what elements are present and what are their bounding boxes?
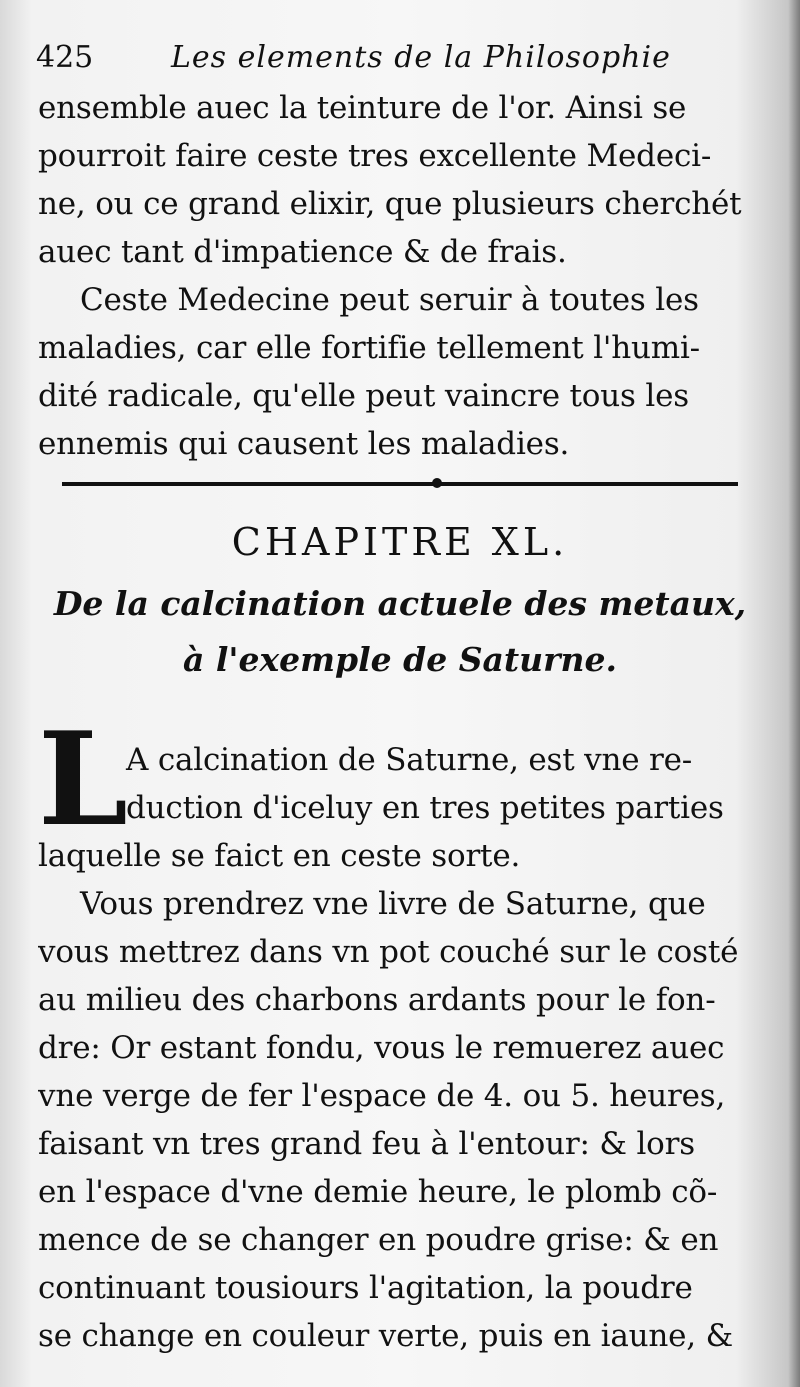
divider-ornament <box>432 478 442 488</box>
text-line: se change en couleur verte, puis en iaune, & <box>38 1318 733 1354</box>
text-line: ennemis qui causent les maladies. <box>38 426 570 462</box>
text-line: Ceste Medecine peut seruir à toutes les <box>80 282 699 318</box>
text-line: continuant tousiours l'agitation, la poudre <box>38 1270 693 1306</box>
page-header <box>36 40 756 80</box>
text-line: vous mettrez dans vn pot couché sur le costé <box>38 934 739 970</box>
text-block-chapter <box>38 736 750 1360</box>
text-line: pourroit faire ceste tres excellente Medeci- <box>38 138 712 174</box>
text-line: ne, ou ce grand elixir, que plusieurs cherchét <box>38 186 742 222</box>
text-line: A calcination de Saturne, est vne re- <box>126 742 693 778</box>
text-line: en l'espace d'vne demie heure, le plomb cõ- <box>38 1174 718 1210</box>
text-block-top <box>38 84 750 468</box>
text-line: mence de se changer en poudre grise: & en <box>38 1222 719 1258</box>
running-head: Les elements de la Philosophie <box>171 40 671 75</box>
text-line: vne verge de fer l'espace de 4. ou 5. heures, <box>38 1078 726 1114</box>
text-line: Vous prendrez vne livre de Saturne, que <box>80 886 706 922</box>
text-line: dité radicale, qu'elle peut vaincre tous les <box>38 378 689 414</box>
text-line: duction d'iceluy en tres petites parties <box>126 790 724 826</box>
text-line: ensemble auec la teinture de l'or. Ainsi se <box>38 90 687 126</box>
drop-cap: L <box>38 705 128 855</box>
chapter-subtitle-line-1: De la calcination actuele des metaux, <box>53 584 747 623</box>
page-edge-shadow <box>788 0 800 1387</box>
text-line: au milieu des charbons ardants pour le fon- <box>38 982 716 1018</box>
chapter-title: CHAPITRE XL. <box>231 520 569 564</box>
text-line: maladies, car elle fortifie tellement l'humi- <box>38 330 700 366</box>
text-line: dre: Or estant fondu, vous le remuerez auec <box>38 1030 725 1066</box>
text-line: laquelle se faict en ceste sorte. <box>38 838 521 874</box>
text-line: faisant vn tres grand feu à l'entour: & lors <box>38 1126 695 1162</box>
chapter-subtitle-line-2: à l'exemple de Saturne. <box>182 640 618 679</box>
text-line: auec tant d'impatience & de frais. <box>38 234 567 270</box>
section-divider <box>62 482 738 486</box>
page-number: 425 <box>36 40 94 75</box>
